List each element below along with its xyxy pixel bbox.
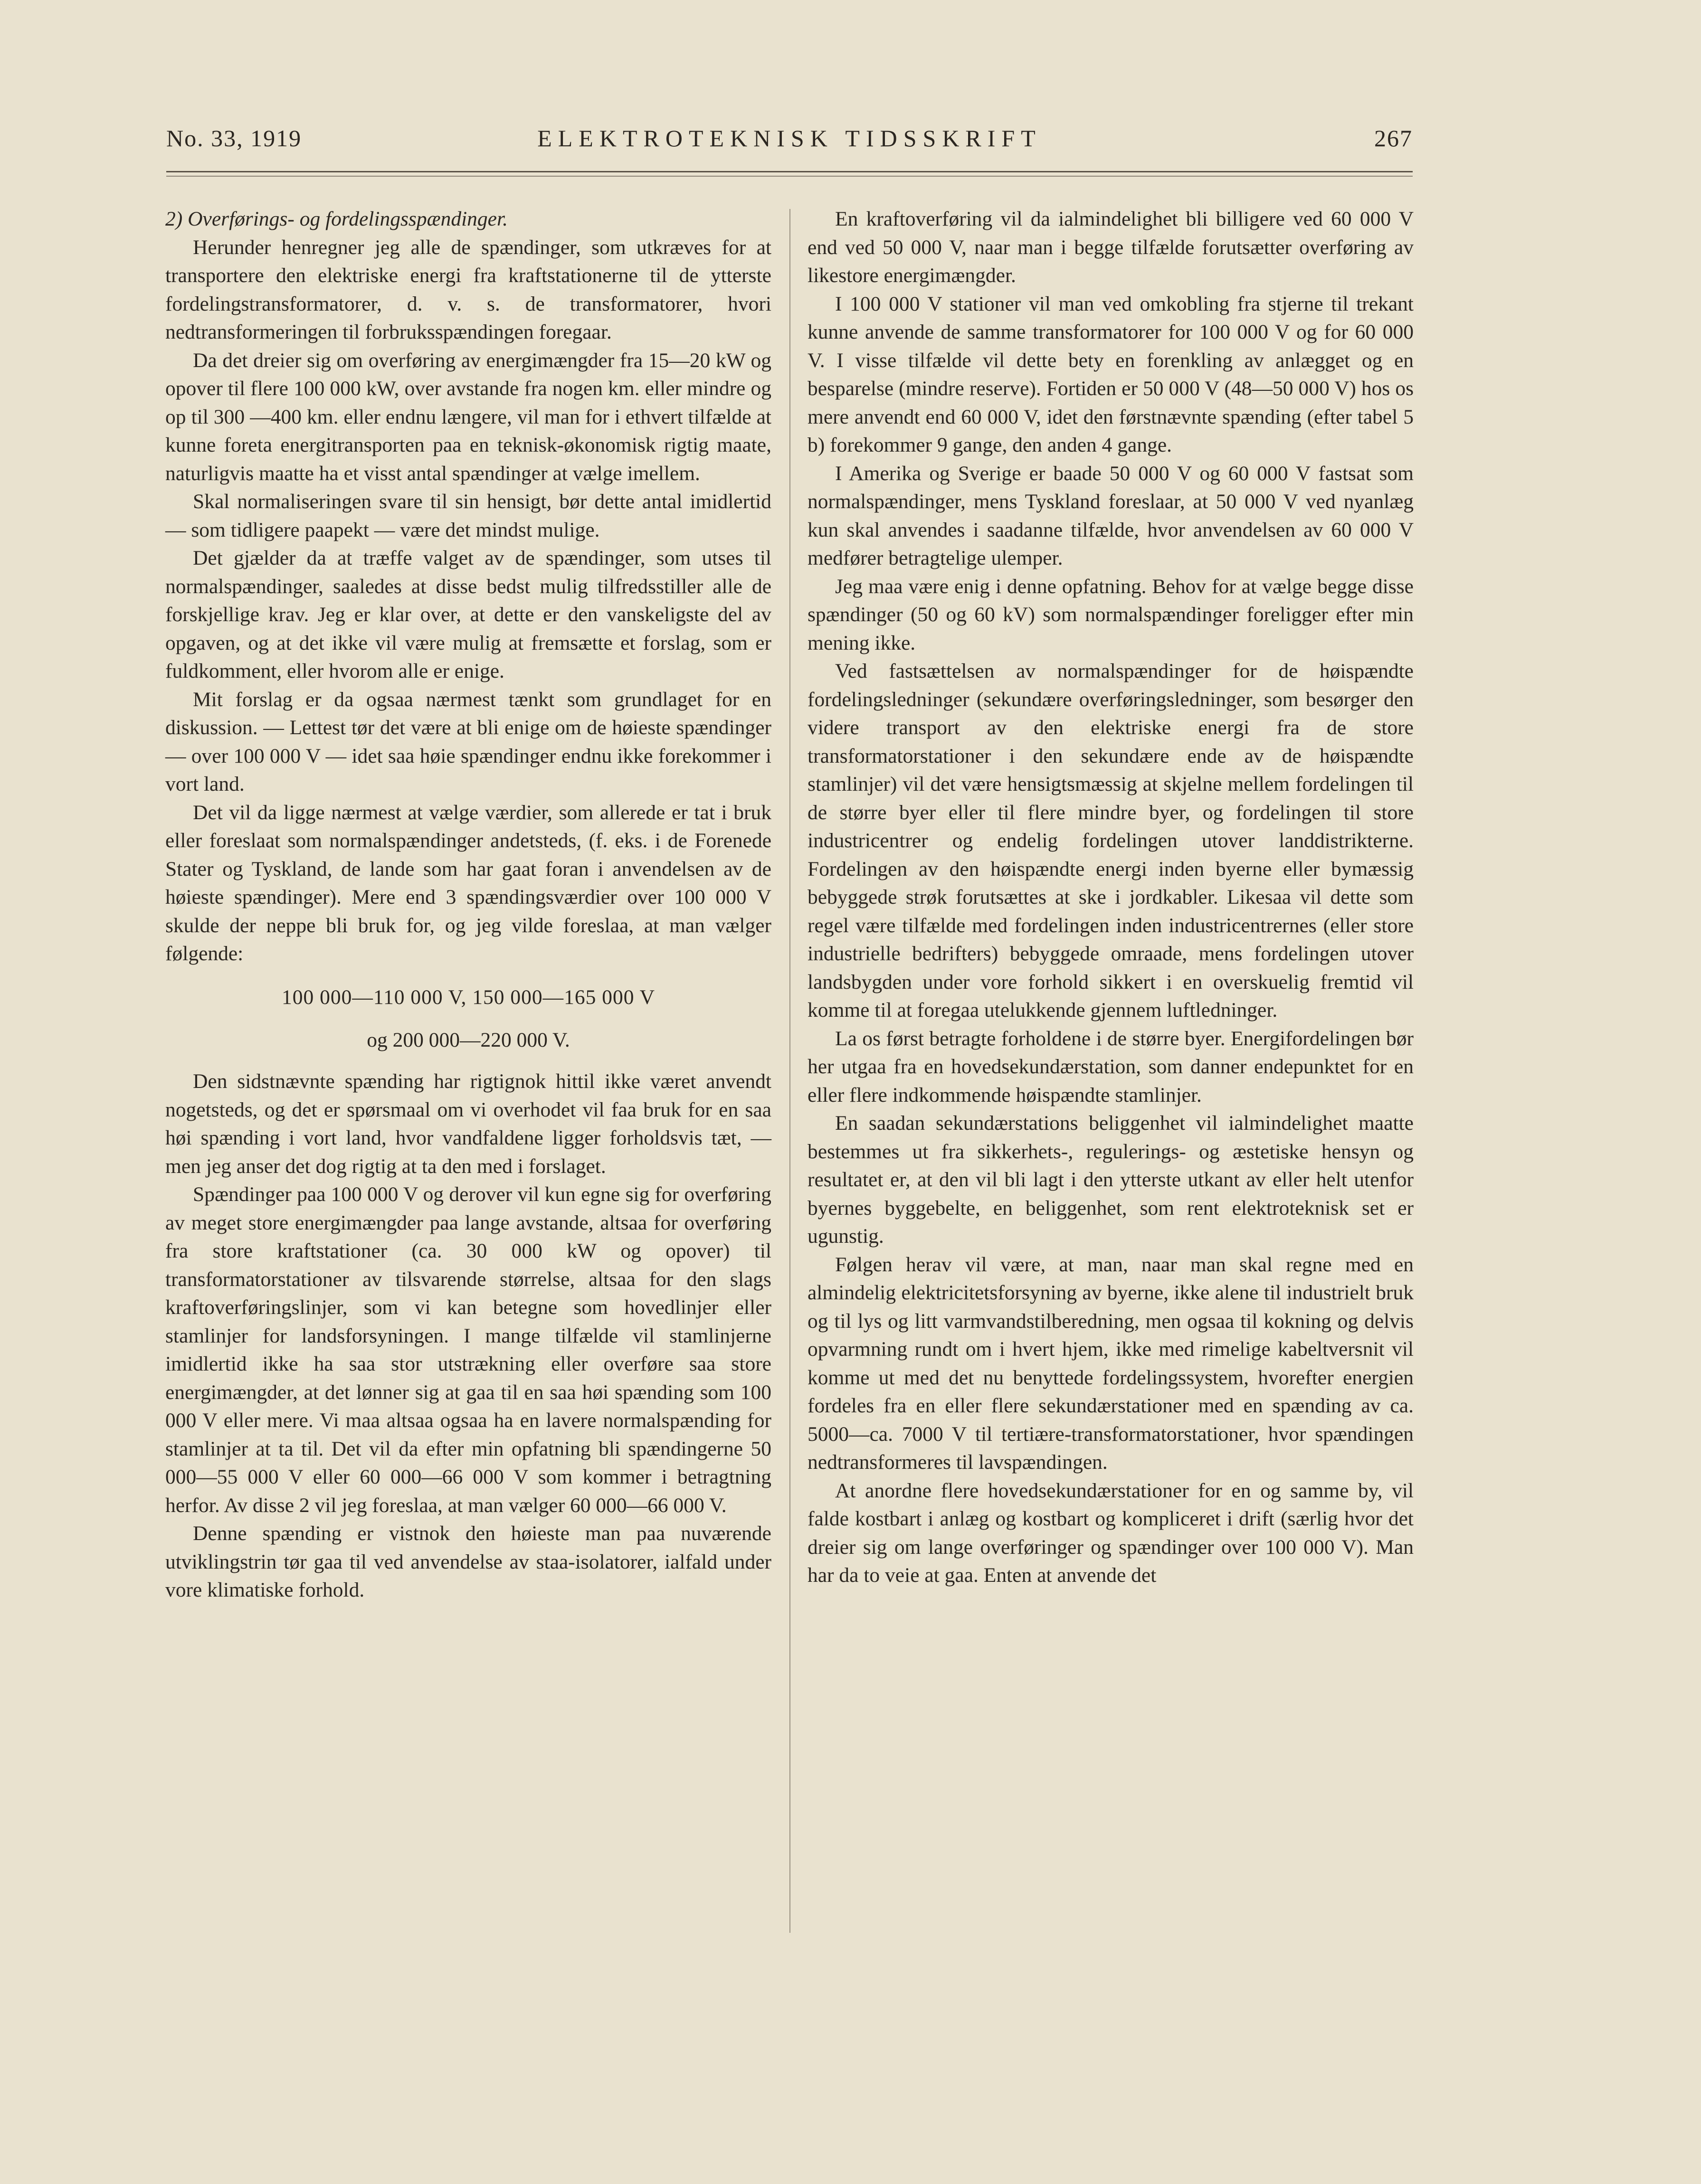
paragraph: Mit forslag er da ogsaa nærmest tænkt som grundlaget for en diskussion. — Lettest tør det være at bli enige om de høieste spændinger — over 100 000 V — idet saa høie spændinger endnu ikke forekommer i vort land.: [165, 688, 771, 795]
voltage-formula-line-1: 100 000—110 000 V, 150 000—165 000 V: [281, 985, 656, 1009]
paragraph: Det gjælder da at træffe valget av de spændinger, som utses til normalspændinger, saaledes at disse bedst mulig tilfredsstiller alle de forskjellige krav. Jeg er klar over, at dette er den vanskeligste del av opgaven, og at det ikke vil være mulig at fremsætte et forslag, som er fuldkomment, eller hvorom alle er enige.: [165, 547, 771, 682]
right-column: [808, 205, 1414, 1590]
paragraph: Spændinger paa 100 000 V og derover vil kun egne sig for overføring av meget store energimængder paa lange avstande, altsaa for overføring fra store kraftstationer (ca. 30 000 kW og opover) til transformatorstationer av tilsvarende størrelse, altsaa for den slags kraftoverføringslinjer, som vi kan betegne som hovedlinjer eller stamlinjer for landsforsyningen. I mange tilfælde vil stamlinjerne imidlertid ikke ha saa stor utstrækning eller overføre saa store energimængder, at det lønner sig at gaa til en saa høi spænding som 100 000 V eller mere. Vi maa altsaa ogsaa ha en lavere normalspænding for stamlinjer at ta til. Det vil da efter min opfatning bli spændingerne 50 000—55 000 V eller 60 000—66 000 V som kommer i betragtning herfor. Av disse 2 vil jeg foreslaa, at man vælger 60 000—66 000 V.: [165, 1183, 771, 1517]
paragraph: Da det dreier sig om overføring av energimængder fra 15—20 kW og opover til flere 100 000 kW, over avstande fra nogen km. eller mindre og op til 300 —400 km. eller endnu længere, vil man for i ethvert tilfælde at kunne foreta energitransporten paa en teknisk-økonomisk rigtig maate, naturligvis maatte ha et visst antal spændinger at vælge imellem.: [165, 349, 771, 485]
paragraph: Den sidstnævnte spænding har rigtignok hittil ikke været anvendt nogetsteds, og det er spørsmaal om vi overhodet vil faa bruk for en saa høi spænding i vort land, hvor vandfaldene ligger forholdsvis tæt, — men jeg anser det dog rigtig at ta den med i forslaget.: [165, 1070, 771, 1178]
issue-number: No. 33, 1919: [166, 125, 302, 151]
paragraph: I 100 000 V stationer vil man ved omkobling fra stjerne til trekant kunne anvende de samme transformatorer for 100 000 V og for 60 000 V. I visse tilfælde vil dette bety en forenkling av anlægget og en besparelse (mindre reserve). Fortiden er 50 000 V (48—50 000 V) hos os mere anvendt end 60 000 V, idet den førstnævnte spænding (efter tabel 5 b) forekommer 9 gange, den anden 4 gange.: [808, 292, 1414, 456]
paragraph: Det vil da ligge nærmest at vælge værdier, som allerede er tat i bruk eller foreslaat som normalspændinger andetsteds, (f. eks. i de Forenede Stater og Tyskland, de lande som har gaat foran i anvendelsen av de høieste spændinger). Mere end 3 spændingsværdier over 100 000 V skulde der neppe bli bruk for, og jeg vilde foreslaa, at man vælger følgende:: [165, 801, 771, 965]
paragraph: Denne spænding er vistnok den høieste man paa nuværende utviklingstrin tør gaa til ved anvendelse av staa-isolatorer, ialfald under vore klimatiske forhold.: [165, 1522, 771, 1601]
paragraph: Følgen herav vil være, at man, naar man skal regne med en almindelig elektricitetsforsyning av byerne, ikke alene til industrielt bruk og til lys og litt varmvandstilberedning, men ogsaa til kokning og delvis opvarmning rundt om i hvert hjem, ikke med rimelige kabeltversnit vil komme ut med det nu benyttede fordelingssystem, hvorefter energien fordeles fra en eller flere sekundærstationer med en spænding av ca. 5000—ca. 7000 V til tertiære-transformatorstationer, hvor spændingen nedtransformeres til lavspændingen.: [808, 1253, 1414, 1474]
header-rule-bottom: [166, 176, 1413, 177]
column-divider: [789, 209, 790, 1933]
header-rule-top: [166, 171, 1413, 172]
paragraph: En saadan sekundærstations beliggenhet vil ialmindelighet maatte bestemmes ut fra sikkerhets-, regulerings- og æstetiske hensyn og resultatet er, at den vil bli lagt i den ytterste utkant av eller helt utenfor byernes byggebelte, en beliggenhet, som rent elektroteknisk set er ugunstig.: [808, 1112, 1414, 1248]
voltage-formula-line-2: og 200 000—220 000 V.: [367, 1028, 570, 1051]
paragraph: Skal normaliseringen svare til sin hensigt, bør dette antal imidlertid — som tidligere paapekt — være det mindst mulige.: [165, 490, 771, 541]
paragraph: I Amerika og Sverige er baade 50 000 V og 60 000 V fastsat som normalspændinger, mens Tyskland foreslaar, at 50 000 V ved nyanlæg kun skal anvendes i saadanne tilfælde, hvor anvendelsen av 60 000 V medfører betragtelige ulemper.: [808, 462, 1414, 569]
page-header: [166, 124, 1413, 158]
paragraph: La os først betragte forholdene i de større byer. Energifordelingen bør her utgaa fra en hovedsekundærstation, som danner endepunktet for en eller flere indkommende høispændte stamlinjer.: [808, 1027, 1414, 1106]
section-heading: 2) Overførings- og fordelingsspændinger.: [165, 208, 508, 230]
paragraph: Ved fastsættelsen av normalspændinger for de høispændte fordelingsledninger (sekundære overføringsledninger, som besørger den videre transport av den elektriske energi fra de store transformatorstationer i den sekundære ende av de høispændte stamlinjer) vil det være hensigtsmæssig at skjelne mellem fordelingen til de større byer eller til flere mindre byer, og fordelingen til store industricentrer og endelig fordelingen utover landdistrikterne. Fordelingen av den høispændte energi inden byerne eller bymæssig bebyggede strøk forutsættes at ske i jordkabler. Likesaa vil dette som regel være tilfælde med fordelingen inden industricentrernes (eller store industrielle bedrifters) bebyggede omraade, mens fordelingen utover landsbygden under vore forhold sikkert i en overskuelig fremtid vil komme til at foregaa utelukkende gjennem luftledninger.: [808, 660, 1414, 1021]
journal-title: ELEKTROTEKNISK TIDSSKRIFT: [537, 125, 1042, 151]
paragraph: At anordne flere hovedsekundærstationer for en og samme by, vil falde kostbart i anlæg og kostbart og kompliceret i drift (særlig hvor det dreier sig om lange overføringer og spændinger over 100 000 V). Man har da to veie at gaa. Enten at anvende det: [808, 1479, 1414, 1587]
paragraph: Jeg maa være enig i denne opfatning. Behov for at vælge begge disse spændinger (50 og 60 kV) som normalspændinger foreligger efter min mening ikke.: [808, 575, 1414, 654]
left-column: [165, 205, 771, 1605]
paragraph: En kraftoverføring vil da ialmindelighet bli billigere ved 60 000 V end ved 50 000 V, naar man i begge tilfælde forutsætter overføring av likestore energimængder.: [808, 208, 1414, 287]
paragraph: Herunder henregner jeg alle de spændinger, som utkræves for at transportere den elektriske energi fra kraftstationerne til de ytterste fordelingstransformatorer, d. v. s. de transformatorer, hvori nedtransformeringen til forbruksspændingen foregaar.: [165, 236, 771, 343]
page-number: 267: [1374, 125, 1413, 151]
